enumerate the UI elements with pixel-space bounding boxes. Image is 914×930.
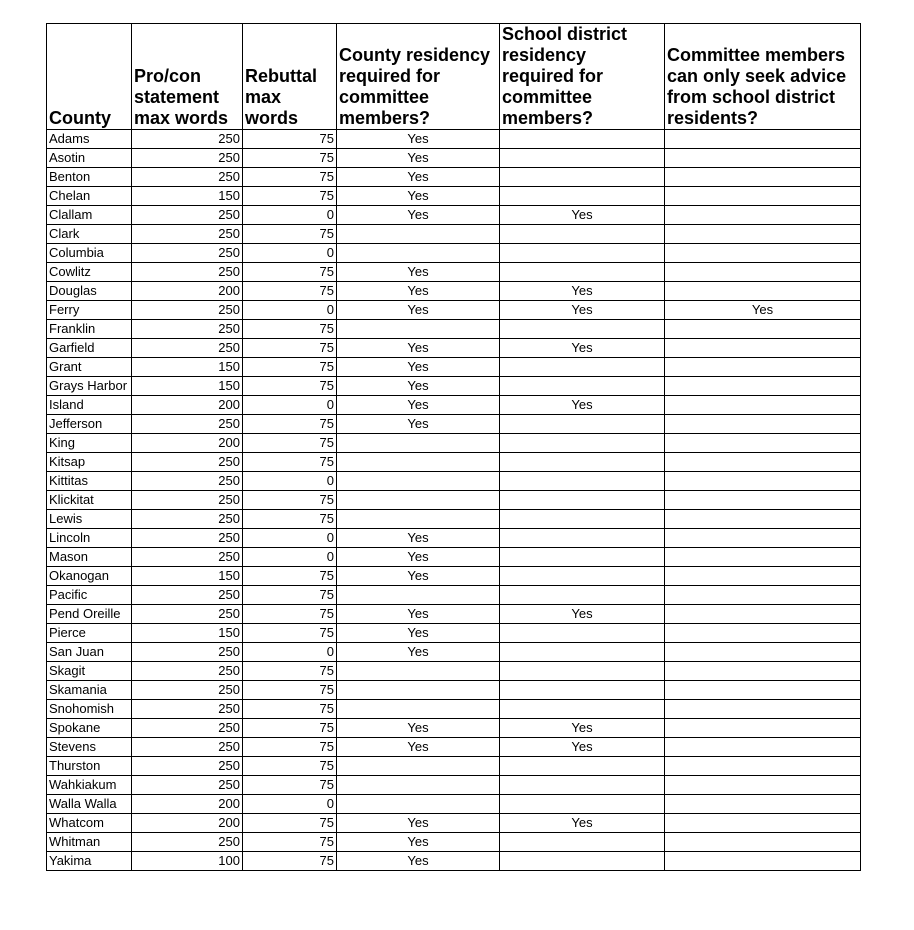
- procon-words-cell: 250: [132, 472, 243, 491]
- county-residency-cell: Yes: [337, 187, 500, 206]
- school-residency-cell: [500, 472, 665, 491]
- county-residency-cell: Yes: [337, 605, 500, 624]
- header-school-district-residency: School district residency required for committee members?: [500, 24, 665, 130]
- rebuttal-words-cell: 0: [243, 301, 337, 320]
- table-row: [47, 244, 861, 263]
- rebuttal-words-cell: 75: [243, 168, 337, 187]
- advice-restriction-cell: [665, 244, 861, 263]
- table-row: [47, 681, 861, 700]
- rebuttal-words-cell: 0: [243, 643, 337, 662]
- rebuttal-words-cell: 75: [243, 681, 337, 700]
- county-residency-cell: Yes: [337, 377, 500, 396]
- school-residency-cell: [500, 643, 665, 662]
- county-residency-cell: Yes: [337, 358, 500, 377]
- advice-restriction-cell: [665, 567, 861, 586]
- rebuttal-words-cell: 75: [243, 605, 337, 624]
- procon-words-cell: 150: [132, 377, 243, 396]
- procon-words-cell: 150: [132, 187, 243, 206]
- county-residency-cell: [337, 434, 500, 453]
- school-residency-cell: [500, 453, 665, 472]
- rebuttal-words-cell: 75: [243, 624, 337, 643]
- procon-words-cell: 250: [132, 263, 243, 282]
- rebuttal-words-cell: 0: [243, 795, 337, 814]
- procon-words-cell: 250: [132, 700, 243, 719]
- advice-restriction-cell: [665, 681, 861, 700]
- rebuttal-words-cell: 0: [243, 472, 337, 491]
- table-row: [47, 434, 861, 453]
- county-cell: Okanogan: [47, 567, 132, 586]
- school-residency-cell: [500, 757, 665, 776]
- header-advice-restriction: Committee members can only seek advice from school district residents?: [665, 24, 861, 130]
- county-cell: Lincoln: [47, 529, 132, 548]
- county-cell: Asotin: [47, 149, 132, 168]
- county-cell: Chelan: [47, 187, 132, 206]
- county-residency-cell: Yes: [337, 529, 500, 548]
- table-row: [47, 605, 861, 624]
- county-residency-cell: Yes: [337, 415, 500, 434]
- header-row: [47, 24, 861, 130]
- table-row: [47, 510, 861, 529]
- header-procon-max-words: Pro/con statement max words: [132, 24, 243, 130]
- procon-words-cell: 250: [132, 681, 243, 700]
- table-row: [47, 757, 861, 776]
- advice-restriction-cell: [665, 377, 861, 396]
- county-cell: Clark: [47, 225, 132, 244]
- table-row: [47, 795, 861, 814]
- school-residency-cell: [500, 776, 665, 795]
- rebuttal-words-cell: 75: [243, 187, 337, 206]
- procon-words-cell: 250: [132, 529, 243, 548]
- rebuttal-words-cell: 75: [243, 415, 337, 434]
- school-residency-cell: [500, 586, 665, 605]
- table-row: [47, 491, 861, 510]
- school-residency-cell: [500, 320, 665, 339]
- school-residency-cell: [500, 529, 665, 548]
- procon-words-cell: 250: [132, 453, 243, 472]
- rebuttal-words-cell: 75: [243, 149, 337, 168]
- county-residency-cell: [337, 681, 500, 700]
- rebuttal-words-cell: 0: [243, 548, 337, 567]
- advice-restriction-cell: [665, 719, 861, 738]
- procon-words-cell: 200: [132, 396, 243, 415]
- advice-restriction-cell: [665, 187, 861, 206]
- school-residency-cell: [500, 358, 665, 377]
- county-residency-cell: Yes: [337, 852, 500, 871]
- county-cell: Pacific: [47, 586, 132, 605]
- table-row: [47, 453, 861, 472]
- school-residency-cell: [500, 434, 665, 453]
- school-residency-cell: [500, 263, 665, 282]
- county-cell: Whatcom: [47, 814, 132, 833]
- procon-words-cell: 250: [132, 301, 243, 320]
- rebuttal-words-cell: 75: [243, 491, 337, 510]
- table-row: [47, 187, 861, 206]
- table-row: [47, 833, 861, 852]
- county-residency-cell: Yes: [337, 833, 500, 852]
- procon-words-cell: 200: [132, 282, 243, 301]
- table-row: [47, 814, 861, 833]
- county-residency-cell: Yes: [337, 814, 500, 833]
- table-row: [47, 415, 861, 434]
- school-residency-cell: Yes: [500, 282, 665, 301]
- county-cell: Pierce: [47, 624, 132, 643]
- school-residency-cell: Yes: [500, 719, 665, 738]
- procon-words-cell: 250: [132, 510, 243, 529]
- county-cell: Grays Harbor: [47, 377, 132, 396]
- table-row: [47, 529, 861, 548]
- table-row: [47, 852, 861, 871]
- county-cell: Kittitas: [47, 472, 132, 491]
- procon-words-cell: 250: [132, 491, 243, 510]
- county-residency-cell: [337, 472, 500, 491]
- procon-words-cell: 250: [132, 662, 243, 681]
- table-row: [47, 567, 861, 586]
- county-requirements-table: [46, 23, 861, 871]
- advice-restriction-cell: [665, 206, 861, 225]
- county-cell: Pend Oreille: [47, 605, 132, 624]
- county-cell: Ferry: [47, 301, 132, 320]
- table-row: [47, 168, 861, 187]
- county-residency-cell: Yes: [337, 719, 500, 738]
- county-residency-cell: Yes: [337, 168, 500, 187]
- advice-restriction-cell: [665, 320, 861, 339]
- rebuttal-words-cell: 75: [243, 282, 337, 301]
- county-residency-cell: Yes: [337, 396, 500, 415]
- advice-restriction-cell: [665, 491, 861, 510]
- procon-words-cell: 250: [132, 719, 243, 738]
- advice-restriction-cell: [665, 624, 861, 643]
- county-cell: Benton: [47, 168, 132, 187]
- procon-words-cell: 250: [132, 605, 243, 624]
- school-residency-cell: Yes: [500, 339, 665, 358]
- table-row: [47, 662, 861, 681]
- rebuttal-words-cell: 75: [243, 567, 337, 586]
- advice-restriction-cell: [665, 263, 861, 282]
- advice-restriction-cell: [665, 814, 861, 833]
- county-cell: Stevens: [47, 738, 132, 757]
- procon-words-cell: 250: [132, 225, 243, 244]
- rebuttal-words-cell: 75: [243, 339, 337, 358]
- advice-restriction-cell: [665, 453, 861, 472]
- school-residency-cell: [500, 225, 665, 244]
- county-cell: Garfield: [47, 339, 132, 358]
- procon-words-cell: 250: [132, 643, 243, 662]
- table-row: [47, 548, 861, 567]
- county-residency-cell: [337, 510, 500, 529]
- advice-restriction-cell: [665, 282, 861, 301]
- table-row: [47, 377, 861, 396]
- school-residency-cell: [500, 624, 665, 643]
- county-residency-cell: Yes: [337, 738, 500, 757]
- county-cell: Clallam: [47, 206, 132, 225]
- advice-restriction-cell: [665, 130, 861, 149]
- procon-words-cell: 250: [132, 149, 243, 168]
- county-cell: Whitman: [47, 833, 132, 852]
- advice-restriction-cell: [665, 852, 861, 871]
- procon-words-cell: 250: [132, 130, 243, 149]
- school-residency-cell: [500, 795, 665, 814]
- procon-words-cell: 200: [132, 434, 243, 453]
- rebuttal-words-cell: 0: [243, 206, 337, 225]
- procon-words-cell: 250: [132, 586, 243, 605]
- county-residency-cell: [337, 757, 500, 776]
- procon-words-cell: 250: [132, 757, 243, 776]
- rebuttal-words-cell: 75: [243, 700, 337, 719]
- county-residency-cell: [337, 244, 500, 263]
- county-cell: Skagit: [47, 662, 132, 681]
- school-residency-cell: Yes: [500, 301, 665, 320]
- county-residency-cell: Yes: [337, 567, 500, 586]
- advice-restriction-cell: [665, 833, 861, 852]
- header-county: County: [47, 24, 132, 130]
- procon-words-cell: 250: [132, 738, 243, 757]
- procon-words-cell: 250: [132, 833, 243, 852]
- school-residency-cell: [500, 415, 665, 434]
- county-residency-cell: [337, 795, 500, 814]
- county-residency-cell: Yes: [337, 130, 500, 149]
- school-residency-cell: [500, 491, 665, 510]
- school-residency-cell: [500, 187, 665, 206]
- procon-words-cell: 250: [132, 168, 243, 187]
- rebuttal-words-cell: 0: [243, 529, 337, 548]
- rebuttal-words-cell: 75: [243, 776, 337, 795]
- school-residency-cell: [500, 662, 665, 681]
- county-residency-cell: Yes: [337, 301, 500, 320]
- table-row: [47, 282, 861, 301]
- school-residency-cell: Yes: [500, 396, 665, 415]
- rebuttal-words-cell: 75: [243, 453, 337, 472]
- advice-restriction-cell: [665, 510, 861, 529]
- school-residency-cell: [500, 149, 665, 168]
- rebuttal-words-cell: 75: [243, 225, 337, 244]
- county-residency-cell: [337, 320, 500, 339]
- advice-restriction-cell: [665, 149, 861, 168]
- rebuttal-words-cell: 75: [243, 757, 337, 776]
- county-cell: Klickitat: [47, 491, 132, 510]
- rebuttal-words-cell: 75: [243, 434, 337, 453]
- rebuttal-words-cell: 75: [243, 586, 337, 605]
- table-row: [47, 700, 861, 719]
- county-residency-cell: Yes: [337, 206, 500, 225]
- school-residency-cell: Yes: [500, 605, 665, 624]
- header-county-residency: County residency required for committee members?: [337, 24, 500, 130]
- table-row: [47, 130, 861, 149]
- rebuttal-words-cell: 75: [243, 833, 337, 852]
- school-residency-cell: [500, 548, 665, 567]
- table-row: [47, 263, 861, 282]
- school-residency-cell: [500, 833, 665, 852]
- school-residency-cell: [500, 510, 665, 529]
- rebuttal-words-cell: 0: [243, 396, 337, 415]
- rebuttal-words-cell: 0: [243, 244, 337, 263]
- rebuttal-words-cell: 75: [243, 358, 337, 377]
- rebuttal-words-cell: 75: [243, 263, 337, 282]
- rebuttal-words-cell: 75: [243, 719, 337, 738]
- procon-words-cell: 200: [132, 795, 243, 814]
- school-residency-cell: [500, 377, 665, 396]
- table-row: [47, 776, 861, 795]
- county-cell: Island: [47, 396, 132, 415]
- county-residency-cell: [337, 225, 500, 244]
- rebuttal-words-cell: 75: [243, 510, 337, 529]
- advice-restriction-cell: [665, 358, 861, 377]
- county-cell: Kitsap: [47, 453, 132, 472]
- county-residency-cell: Yes: [337, 282, 500, 301]
- county-cell: Yakima: [47, 852, 132, 871]
- advice-restriction-cell: [665, 339, 861, 358]
- rebuttal-words-cell: 75: [243, 814, 337, 833]
- procon-words-cell: 250: [132, 206, 243, 225]
- county-cell: Franklin: [47, 320, 132, 339]
- procon-words-cell: 250: [132, 320, 243, 339]
- table-row: [47, 320, 861, 339]
- advice-restriction-cell: [665, 415, 861, 434]
- county-cell: Douglas: [47, 282, 132, 301]
- school-residency-cell: [500, 130, 665, 149]
- county-residency-cell: Yes: [337, 339, 500, 358]
- procon-words-cell: 250: [132, 415, 243, 434]
- advice-restriction-cell: [665, 795, 861, 814]
- procon-words-cell: 150: [132, 358, 243, 377]
- county-cell: Spokane: [47, 719, 132, 738]
- rebuttal-words-cell: 75: [243, 738, 337, 757]
- advice-restriction-cell: [665, 776, 861, 795]
- county-residency-cell: Yes: [337, 263, 500, 282]
- county-residency-cell: [337, 586, 500, 605]
- header-rebuttal-max-words: Rebuttal max words: [243, 24, 337, 130]
- county-residency-cell: [337, 662, 500, 681]
- county-residency-cell: Yes: [337, 643, 500, 662]
- advice-restriction-cell: [665, 434, 861, 453]
- table-body: [47, 130, 861, 871]
- procon-words-cell: 150: [132, 624, 243, 643]
- county-cell: Thurston: [47, 757, 132, 776]
- advice-restriction-cell: [665, 700, 861, 719]
- county-cell: Columbia: [47, 244, 132, 263]
- school-residency-cell: Yes: [500, 738, 665, 757]
- advice-restriction-cell: Yes: [665, 301, 861, 320]
- table-row: [47, 225, 861, 244]
- table-row: [47, 472, 861, 491]
- procon-words-cell: 200: [132, 814, 243, 833]
- county-cell: King: [47, 434, 132, 453]
- rebuttal-words-cell: 75: [243, 377, 337, 396]
- table-row: [47, 206, 861, 225]
- procon-words-cell: 250: [132, 244, 243, 263]
- table-row: [47, 624, 861, 643]
- table-row: [47, 586, 861, 605]
- school-residency-cell: [500, 852, 665, 871]
- table-row: [47, 301, 861, 320]
- county-cell: San Juan: [47, 643, 132, 662]
- table-row: [47, 149, 861, 168]
- advice-restriction-cell: [665, 738, 861, 757]
- procon-words-cell: 100: [132, 852, 243, 871]
- procon-words-cell: 150: [132, 567, 243, 586]
- school-residency-cell: [500, 244, 665, 263]
- advice-restriction-cell: [665, 472, 861, 491]
- county-cell: Mason: [47, 548, 132, 567]
- rebuttal-words-cell: 75: [243, 130, 337, 149]
- table-row: [47, 738, 861, 757]
- table-row: [47, 396, 861, 415]
- advice-restriction-cell: [665, 643, 861, 662]
- county-residency-cell: [337, 453, 500, 472]
- advice-restriction-cell: [665, 586, 861, 605]
- school-residency-cell: [500, 567, 665, 586]
- county-cell: Lewis: [47, 510, 132, 529]
- advice-restriction-cell: [665, 548, 861, 567]
- county-residency-cell: Yes: [337, 624, 500, 643]
- county-residency-cell: [337, 700, 500, 719]
- advice-restriction-cell: [665, 605, 861, 624]
- county-residency-cell: Yes: [337, 149, 500, 168]
- advice-restriction-cell: [665, 529, 861, 548]
- table-row: [47, 339, 861, 358]
- school-residency-cell: [500, 168, 665, 187]
- advice-restriction-cell: [665, 757, 861, 776]
- county-residency-cell: Yes: [337, 548, 500, 567]
- procon-words-cell: 250: [132, 548, 243, 567]
- advice-restriction-cell: [665, 225, 861, 244]
- advice-restriction-cell: [665, 168, 861, 187]
- school-residency-cell: Yes: [500, 206, 665, 225]
- county-cell: Jefferson: [47, 415, 132, 434]
- rebuttal-words-cell: 75: [243, 320, 337, 339]
- county-cell: Cowlitz: [47, 263, 132, 282]
- procon-words-cell: 250: [132, 776, 243, 795]
- table-row: [47, 719, 861, 738]
- table-row: [47, 358, 861, 377]
- school-residency-cell: [500, 681, 665, 700]
- county-cell: Skamania: [47, 681, 132, 700]
- school-residency-cell: [500, 700, 665, 719]
- county-residency-cell: [337, 776, 500, 795]
- rebuttal-words-cell: 75: [243, 662, 337, 681]
- school-residency-cell: Yes: [500, 814, 665, 833]
- county-cell: Wahkiakum: [47, 776, 132, 795]
- county-residency-cell: [337, 491, 500, 510]
- county-cell: Walla Walla: [47, 795, 132, 814]
- advice-restriction-cell: [665, 396, 861, 415]
- county-cell: Snohomish: [47, 700, 132, 719]
- county-cell: Adams: [47, 130, 132, 149]
- county-cell: Grant: [47, 358, 132, 377]
- advice-restriction-cell: [665, 662, 861, 681]
- procon-words-cell: 250: [132, 339, 243, 358]
- table-row: [47, 643, 861, 662]
- rebuttal-words-cell: 75: [243, 852, 337, 871]
